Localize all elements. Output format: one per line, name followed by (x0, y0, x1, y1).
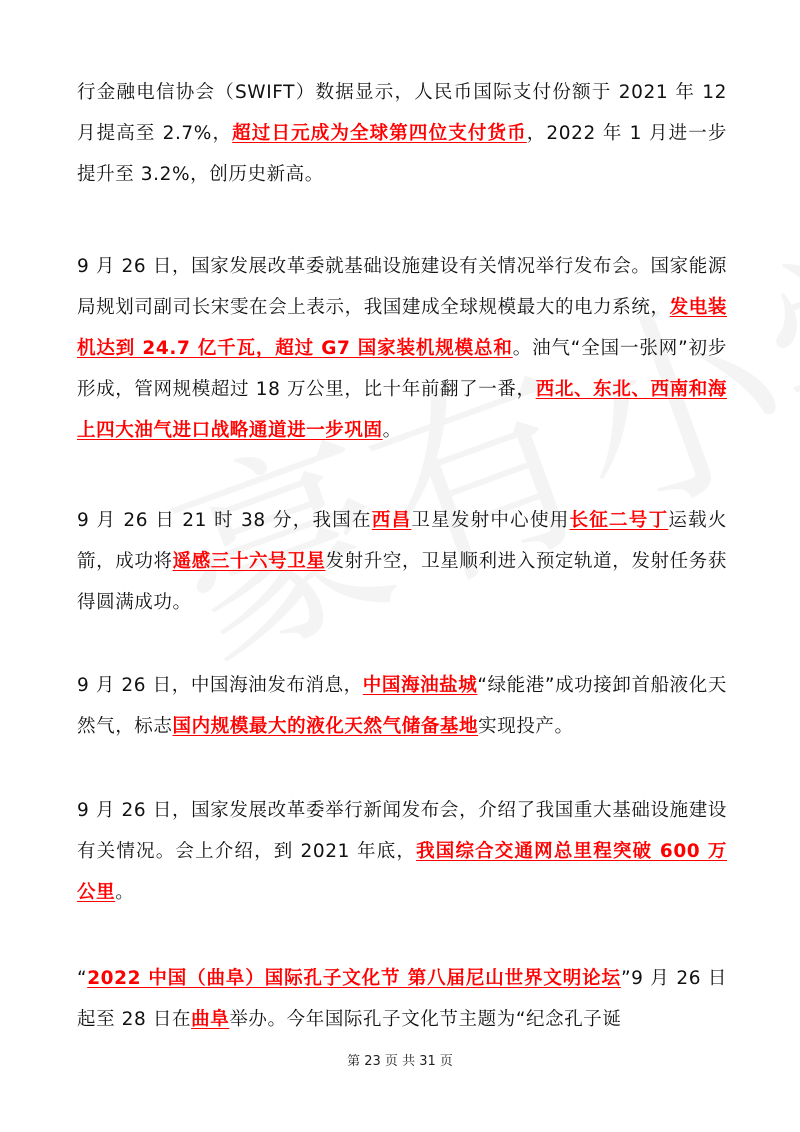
paragraph-confucius (77, 958, 727, 1040)
body-text: 行金融电信协会（SWIFT）数据显示，人民币国际支付份额于 2021 年 12 月提高至 2.7%， (77, 82, 727, 144)
highlight-text: 遥感三十六号卫星 (172, 551, 326, 572)
highlight-text: 超过日元成为全球第四位支付货币 (232, 123, 527, 144)
highlight-text: 发电装机达到 24.7 亿千瓦，超过 G7 国家装机规模总和 (77, 297, 727, 359)
highlight-text: 2022 中国（曲阜）国际孔子文化节 第八届尼山世界文明论坛 (87, 968, 621, 989)
body-text: 举办。今年国际孔子文化节主题为“纪念孔子诞 (229, 1009, 622, 1030)
highlight-text: 西昌 (371, 510, 412, 531)
paragraph-satellite (77, 500, 727, 623)
body-text: 卫星发射中心使用 (411, 510, 570, 531)
body-text: 9 月 26 日，国家发展改革委就基础设施建设有关情况举行发布会。国家能源局规划司副司长宋雯在会上表示，我国建成全球规模最大的电力系统， (77, 256, 727, 318)
body-text: 发射升空，卫星顺利进入预定轨道，发射任务获得圆满成功。 (77, 551, 727, 613)
paragraph-swift (77, 72, 727, 195)
body-text: 。油气“全国一张网”初步形成，管网规模超过 18 万公里，比十年前翻了一番， (77, 338, 727, 400)
body-text: “ (77, 968, 88, 989)
highlight-text: 长征二号丁 (569, 510, 669, 531)
body-text: 9 月 26 日 21 时 38 分，我国在 (77, 510, 372, 531)
highlight-text: 西北、东北、西南和海上四大油气进口战略通道进一步巩固 (77, 379, 727, 441)
body-text: 运载火箭，成功将 (77, 510, 727, 572)
highlight-text: 我国综合交通网总里程突破 600 万公里 (77, 841, 727, 903)
page-footer: 第 23 页 共 31 页 (347, 1054, 453, 1069)
body-text: 9 月 26 日，国家发展改革委举行新闻发布会，介绍了我国重大基础设施建设有关情况。会上介绍，到 2021 年底， (77, 800, 727, 862)
paragraph-lng (77, 665, 727, 747)
body-text: 。 (115, 882, 135, 903)
paragraph-energy (77, 246, 727, 451)
highlight-text: 曲阜 (191, 1009, 230, 1030)
body-text: ”9 月 26 日起至 28 日在 (77, 968, 728, 1030)
body-text: 实现投产。 (478, 716, 574, 737)
body-text: “绿能港”成功接卸首船液化天然气，标志 (77, 675, 727, 737)
highlight-text: 国内规模最大的液化天然气储备基地 (172, 716, 479, 737)
highlight-text: 中国海油盐城 (362, 675, 478, 696)
body-text: 9 月 26 日，中国海油发布消息， (77, 675, 363, 696)
paragraph-transport (77, 790, 727, 913)
body-text: 。 (382, 420, 402, 441)
body-text: ，2022 年 1 月进一步提升至 3.2%，创历史新高。 (77, 123, 727, 185)
